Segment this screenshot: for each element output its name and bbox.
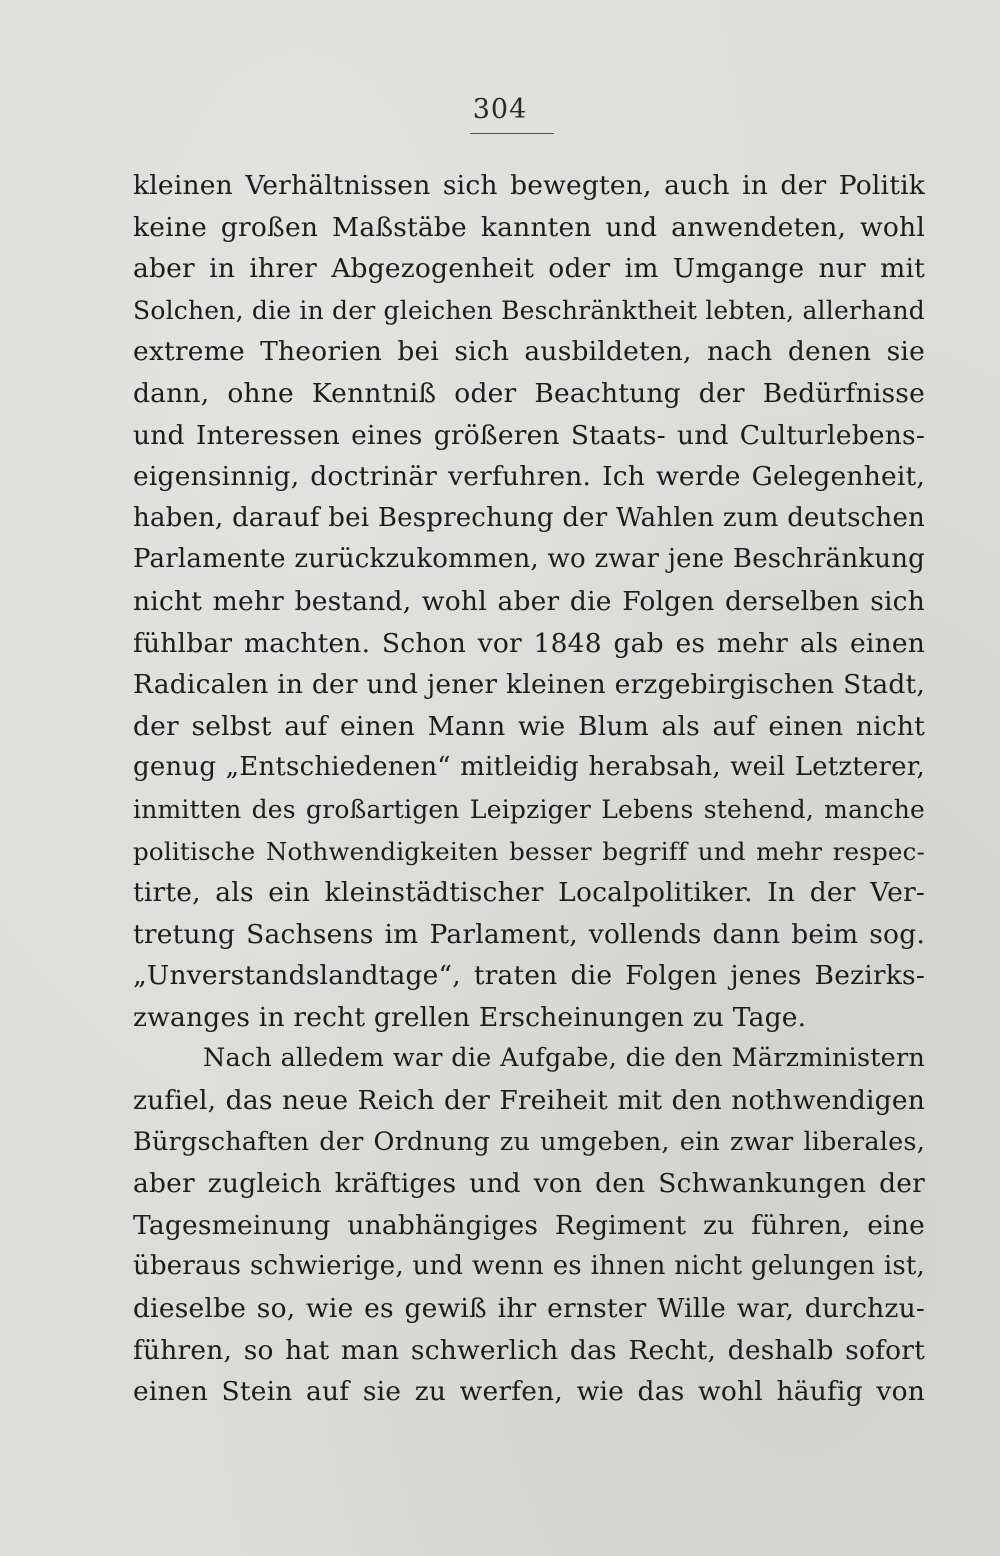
text-line: aber zugleich kräftiges und von den Schwankungen der bbox=[133, 1168, 925, 1200]
text-line: überaus schwierige, und wenn es ihnen nicht gelungen ist, bbox=[133, 1251, 925, 1282]
paragraph-end-line: zwanges in recht grellen Erscheinungen zu Tage. bbox=[133, 1001, 807, 1033]
text-line: zufiel, das neue Reich der Freiheit mit den nothwendigen bbox=[133, 1085, 925, 1117]
paragraph-start-line: Nach alledem war die Aufgabe, die den Märzministern bbox=[203, 1043, 925, 1074]
text-line: dann, ohne Kenntniß oder Beachtung der Bedürfnisse bbox=[133, 377, 925, 409]
text-line: tretung Sachsens im Parlament, vollends dann beim sog. bbox=[133, 918, 925, 950]
text-line: fühlbar machten. Schon vor 1848 gab es mehr als einen bbox=[133, 627, 925, 659]
text-line: extreme Theorien bei sich ausbildeten, nach denen sie bbox=[133, 336, 925, 368]
text-line: der selbst auf einen Mann wie Blum als auf einen nicht bbox=[133, 710, 925, 742]
body-text bbox=[133, 165, 925, 1413]
text-line: tirte, als ein kleinstädtischer Localpolitiker. In der Ver- bbox=[133, 877, 925, 909]
header-rule bbox=[470, 133, 554, 134]
text-line: Tagesmeinung unabhängiges Regiment zu führen, eine bbox=[133, 1209, 925, 1241]
text-line: genug „Entschiedenen“ mitleidig herabsah, weil Letzterer, bbox=[133, 752, 925, 783]
text-line: haben, darauf bei Besprechung der Wahlen zum deutschen bbox=[133, 502, 925, 533]
text-line: keine großen Maßstäbe kannten und anwendeten, wohl bbox=[133, 211, 925, 243]
text-line: und Interessen eines größeren Staats- und Culturlebens- bbox=[133, 419, 925, 451]
text-line: Bürgschaften der Ordnung zu umgeben, ein zwar liberales, bbox=[133, 1126, 925, 1157]
text-line: Radicalen in der und jener kleinen erzgebirgischen Stadt, bbox=[133, 669, 925, 701]
text-line: nicht mehr bestand, wohl aber die Folgen derselben sich bbox=[133, 585, 925, 617]
text-line: aber in ihrer Abgezogenheit oder im Umgange nur mit bbox=[133, 253, 925, 285]
page-number: 304 bbox=[472, 94, 528, 125]
text-line: eigensinnig, doctrinär verfuhren. Ich werde Gelegenheit, bbox=[133, 461, 925, 493]
text-line: Parlamente zurückzukommen, wo zwar jene Beschränkung bbox=[133, 544, 925, 575]
text-line: kleinen Verhältnissen sich bewegten, auch in der Politik bbox=[133, 170, 925, 201]
text-line: dieselbe so, wie es gewiß ihr ernster Wille war, durchzu- bbox=[133, 1293, 925, 1325]
text-line: Solchen, die in der gleichen Beschränktheit lebten, allerhand bbox=[133, 295, 925, 325]
text-line: einen Stein auf sie zu werfen, wie das wohl häufig von bbox=[133, 1376, 925, 1408]
text-line: führen, so hat man schwerlich das Recht, deshalb sofort bbox=[133, 1334, 925, 1366]
text-line: inmitten des großartigen Leipziger Lebens stehend, manche bbox=[133, 794, 925, 824]
text-line: „Unverstandslandtage“, traten die Folgen jenes Bezirks- bbox=[133, 960, 925, 992]
text-line: politische Nothwendigkeiten besser begriff und mehr respec- bbox=[133, 836, 925, 866]
